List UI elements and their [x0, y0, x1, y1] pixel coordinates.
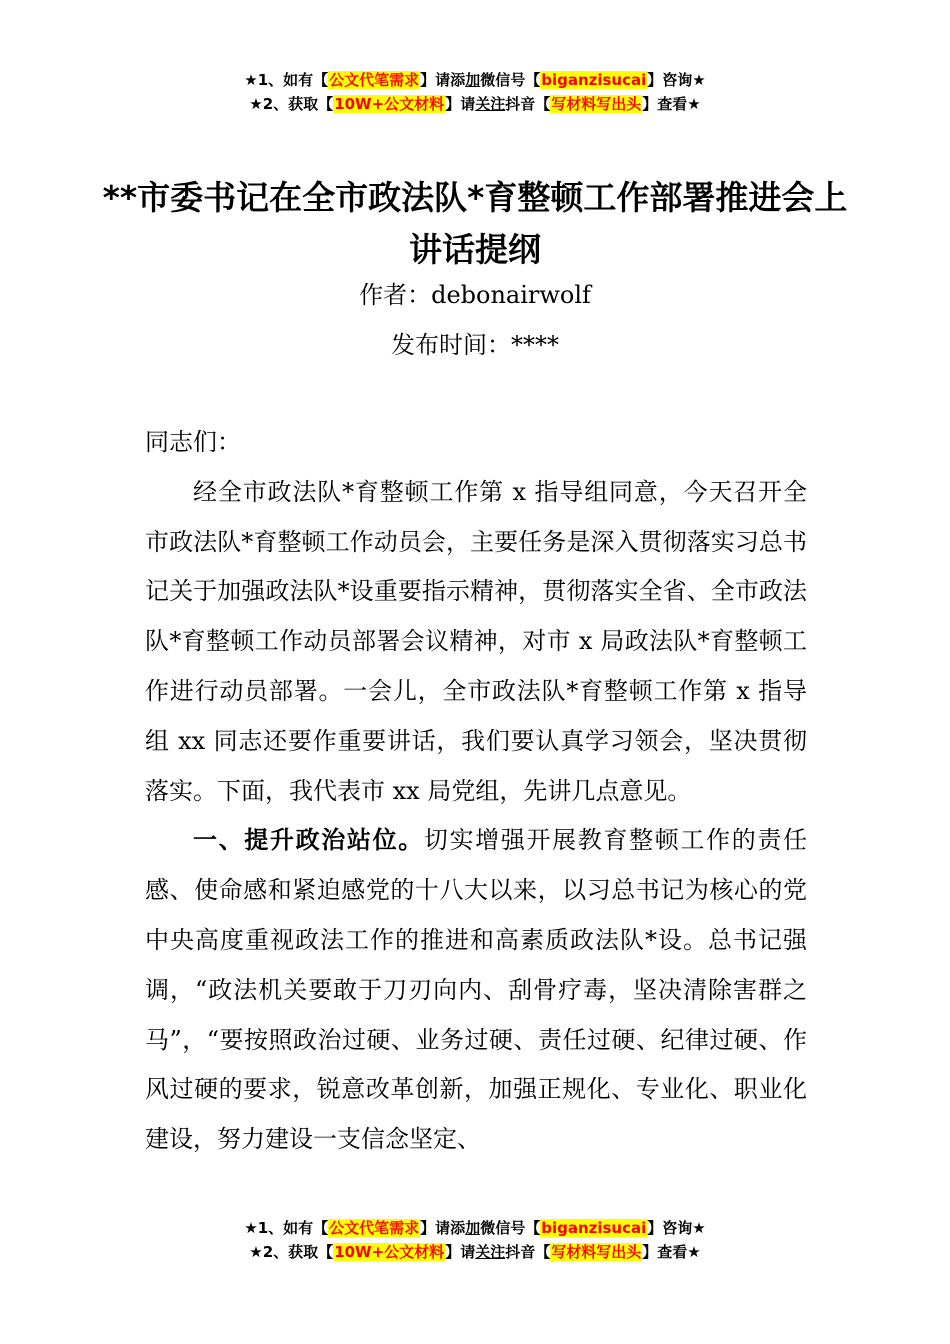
banner-highlight: 写材料写出头 — [551, 1243, 642, 1261]
banner-text: 】咨询★ — [647, 1219, 706, 1237]
banner-highlight: 公文代笔需求 — [329, 1219, 420, 1237]
salutation: 同志们： — [145, 428, 241, 456]
banner-line-2 — [0, 1240, 950, 1264]
banner-highlight: 写材料写出头 — [551, 95, 642, 113]
banner-line-1 — [0, 68, 950, 92]
banner-text: 微信号【 — [480, 1219, 541, 1237]
banner-text: 】请添 — [420, 71, 466, 89]
banner-text: 微信号【 — [480, 71, 541, 89]
banner-text: 抖音【 — [505, 95, 551, 113]
banner-text: 】请 — [445, 95, 476, 113]
banner-text: ★2、获取【 — [249, 95, 334, 113]
banner-text: 】查看★ — [642, 95, 701, 113]
banner-text: 】请添 — [420, 1219, 466, 1237]
document-title: **市委书记在全市政法队*育整顿工作部署推进会上讲话提纲 — [102, 178, 848, 269]
banner-text: 】请 — [445, 1243, 476, 1261]
banner-text: 抖音【 — [505, 1243, 551, 1261]
paragraph-section-1 — [145, 816, 807, 1165]
banner-highlight: biganzisucai — [541, 1219, 647, 1237]
banner-text: ★2、获取【 — [249, 1243, 334, 1261]
banner-highlight: 10W+公文材料 — [334, 1243, 445, 1261]
banner-underlined: 加 — [465, 71, 481, 89]
header-banner — [0, 68, 950, 116]
banner-highlight: 10W+公文材料 — [334, 95, 445, 113]
section-heading: 一、提升政治站位。 — [193, 826, 424, 855]
banner-underlined: 关注 — [475, 95, 506, 113]
document-author: 作者：debonairwolf — [359, 281, 591, 309]
document-body — [145, 418, 807, 1165]
banner-text: ★1、如有【 — [244, 71, 329, 89]
banner-highlight: biganzisucai — [541, 71, 647, 89]
banner-text: ★1、如有【 — [244, 1219, 329, 1237]
paragraph-intro: 经全市政法队*育整顿工作第 x 指导组同意，今天召开全市政法队*育整顿工作动员会，主要任务是深入贯彻落实习总书记关于加强政法队*设重要指示精神，贯彻落实全省、全市政法队*育整顿工作动员部署会议精神，对市 x 局政法队*育整顿工作进行动员部署。一会儿，全市政法队*育整顿工作第 x 指导组 xx 同志还要作重要讲话，我们要认真学习领会，坚决贯彻落实。下面，我代表市 xx 局党组，先讲几点意见。 — [145, 477, 807, 805]
section-text: 切实增强开展教育整顿工作的责任感、使命感和紧迫感党的十八大以来，以习总书记为核心的党中央高度重视政法工作的推进和高素质政法队*设。总书记强调，“政法机关要敢于刀刃向内、刮骨疗毒，坚决清除害群之马”，“要按照政治过硬、业务过硬、责任过硬、纪律过硬、作风过硬的要求，锐意改革创新，加强正规化、专业化、职业化建设，努力建设一支信念坚定、 — [145, 826, 808, 1154]
footer-banner — [0, 1216, 950, 1264]
banner-text: 】咨询★ — [647, 71, 706, 89]
banner-text: 】查看★ — [642, 1243, 701, 1261]
banner-underlined: 加 — [465, 1219, 481, 1237]
banner-highlight: 公文代笔需求 — [329, 71, 420, 89]
document-date: 发布时间：**** — [391, 331, 559, 359]
banner-line-2 — [0, 92, 950, 116]
banner-line-1 — [0, 1216, 950, 1240]
banner-underlined: 关注 — [475, 1243, 506, 1261]
